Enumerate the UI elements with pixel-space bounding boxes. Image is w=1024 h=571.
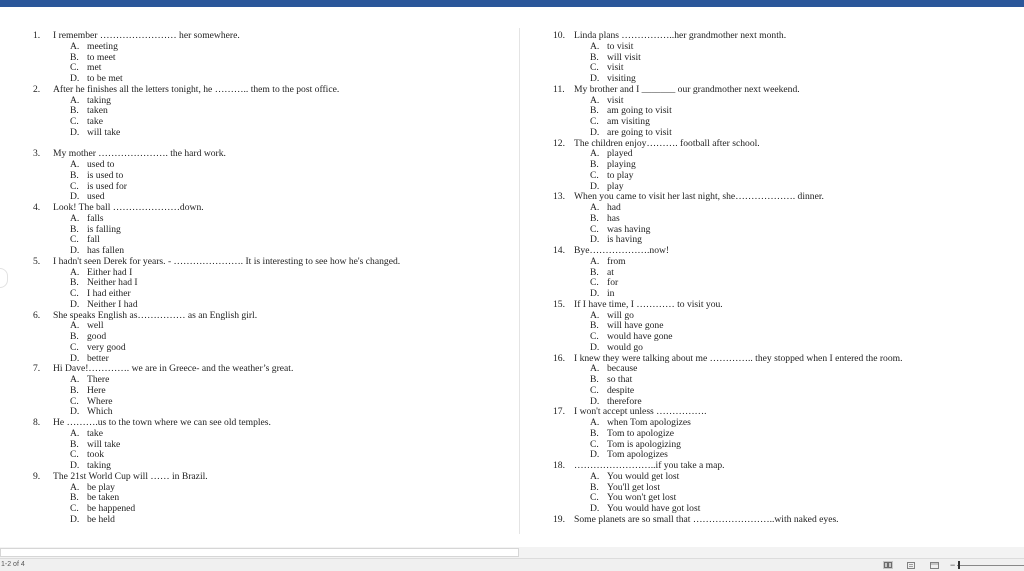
question-stem: ……………………..if you take a map. bbox=[574, 460, 725, 471]
option-letter: B. bbox=[70, 492, 79, 504]
answer-option bbox=[33, 106, 503, 117]
question bbox=[553, 354, 993, 408]
option-text: You won't get lost bbox=[607, 492, 677, 504]
answer-option bbox=[33, 53, 503, 64]
option-text: for bbox=[607, 277, 619, 289]
option-letter: B. bbox=[590, 374, 599, 385]
option-letter: C. bbox=[590, 331, 599, 342]
answer-option bbox=[33, 42, 503, 53]
option-text: visiting bbox=[607, 73, 636, 84]
option-letter: D. bbox=[70, 460, 80, 471]
option-text: Here bbox=[87, 384, 106, 396]
option-text: used to bbox=[87, 159, 115, 170]
option-text: You would get lost bbox=[607, 470, 680, 482]
option-letter: B. bbox=[70, 384, 79, 396]
question-stem: She speaks English as…………… as an English girl. bbox=[53, 309, 258, 321]
option-text: in bbox=[607, 288, 615, 299]
option-letter: A. bbox=[70, 427, 80, 439]
zoom-slider[interactable] bbox=[957, 565, 1024, 566]
question bbox=[553, 192, 993, 246]
option-letter: B. bbox=[590, 481, 599, 493]
option-text: visit bbox=[607, 94, 624, 106]
title-bar bbox=[0, 0, 1024, 7]
question-stem: He ……….us to the town where we can see old temples. bbox=[53, 417, 271, 428]
option-letter: A. bbox=[590, 202, 600, 213]
option-text: met bbox=[87, 62, 102, 74]
option-text: when Tom apologizes bbox=[607, 417, 691, 428]
question-stem: Look! The ball …………………down. bbox=[53, 202, 204, 213]
answer-option bbox=[553, 386, 993, 397]
option-letter: C. bbox=[70, 234, 79, 246]
question bbox=[33, 418, 503, 472]
question-line bbox=[33, 257, 503, 268]
option-text: play bbox=[607, 180, 624, 192]
option-text: better bbox=[87, 352, 109, 364]
option-text: took bbox=[87, 449, 105, 461]
question bbox=[553, 407, 993, 461]
option-letter: B. bbox=[70, 438, 79, 450]
question-number: 4. bbox=[33, 202, 41, 213]
option-text: take bbox=[87, 427, 103, 439]
read-mode-icon[interactable] bbox=[883, 561, 893, 569]
option-letter: C. bbox=[590, 438, 599, 450]
option-letter: D. bbox=[70, 298, 80, 310]
option-text: Neither had I bbox=[87, 277, 138, 289]
option-letter: C. bbox=[590, 492, 599, 504]
option-letter: A. bbox=[70, 94, 80, 106]
question-line bbox=[33, 418, 503, 429]
question-stem: Bye……………….now! bbox=[574, 245, 670, 256]
question-number: 19. bbox=[553, 513, 565, 525]
question bbox=[553, 85, 993, 139]
option-letter: C. bbox=[590, 223, 599, 235]
option-letter: C. bbox=[70, 503, 79, 514]
option-letter: C. bbox=[70, 62, 79, 74]
option-letter: C. bbox=[70, 180, 79, 192]
question-number: 5. bbox=[33, 255, 41, 267]
option-letter: B. bbox=[70, 331, 79, 342]
option-letter: A. bbox=[70, 266, 80, 278]
option-letter: D. bbox=[70, 513, 80, 525]
question bbox=[33, 203, 503, 257]
option-letter: C. bbox=[70, 341, 79, 353]
option-text: Tom to apologize bbox=[607, 427, 675, 439]
option-text: is used for bbox=[87, 180, 127, 192]
question bbox=[553, 461, 993, 515]
horizontal-scroll-thumb[interactable] bbox=[0, 548, 519, 557]
option-letter: D. bbox=[70, 73, 80, 84]
zoom-out-icon[interactable]: − bbox=[950, 560, 956, 570]
option-letter: B. bbox=[590, 320, 599, 332]
option-text: well bbox=[87, 320, 104, 332]
question-number: 16. bbox=[553, 352, 565, 364]
question-number: 1. bbox=[33, 30, 41, 41]
answer-option bbox=[553, 472, 993, 483]
option-letter: A. bbox=[70, 320, 80, 332]
option-letter: A. bbox=[70, 159, 80, 170]
option-text: has bbox=[607, 212, 620, 224]
option-letter: C. bbox=[590, 169, 599, 181]
question-number: 6. bbox=[33, 309, 41, 321]
option-text: am visiting bbox=[607, 116, 650, 127]
option-text: take bbox=[87, 116, 103, 127]
answer-option bbox=[33, 429, 503, 440]
option-text: had bbox=[607, 202, 621, 213]
option-text: be held bbox=[87, 513, 115, 525]
option-letter: D. bbox=[70, 126, 80, 138]
page-divider bbox=[519, 28, 520, 534]
option-letter: B. bbox=[590, 51, 599, 63]
question-number: 10. bbox=[553, 30, 565, 41]
option-text: be taken bbox=[87, 492, 120, 504]
answer-option bbox=[33, 225, 503, 236]
answer-option bbox=[553, 268, 993, 279]
option-letter: D. bbox=[590, 341, 600, 353]
option-text: would go bbox=[607, 341, 643, 353]
option-letter: C. bbox=[590, 277, 599, 289]
question-number: 14. bbox=[553, 245, 565, 256]
question bbox=[33, 257, 503, 311]
option-letter: A. bbox=[590, 417, 600, 428]
option-text: be happened bbox=[87, 503, 136, 514]
option-letter: D. bbox=[70, 245, 80, 256]
option-text: Either had I bbox=[87, 266, 133, 278]
question-line bbox=[553, 85, 993, 96]
option-text: is falling bbox=[87, 223, 121, 235]
option-text: meeting bbox=[87, 40, 118, 52]
question bbox=[33, 85, 503, 139]
question-line bbox=[33, 472, 503, 483]
option-letter: C. bbox=[70, 395, 79, 407]
option-letter: D. bbox=[590, 288, 600, 299]
option-text: taking bbox=[87, 460, 111, 471]
question-number: 11. bbox=[553, 83, 565, 95]
option-text: be play bbox=[87, 481, 115, 493]
option-letter: B. bbox=[590, 105, 599, 117]
option-text: played bbox=[607, 148, 633, 160]
answer-option bbox=[553, 171, 993, 182]
option-letter: B. bbox=[70, 105, 79, 117]
option-letter: B. bbox=[590, 159, 599, 170]
answer-option bbox=[553, 214, 993, 225]
option-text: will go bbox=[607, 309, 634, 321]
option-text: was having bbox=[607, 223, 651, 235]
option-text: to play bbox=[607, 169, 634, 181]
option-letter: C. bbox=[70, 116, 79, 127]
question-line bbox=[553, 300, 993, 311]
option-text: to be met bbox=[87, 73, 123, 84]
option-text: I had either bbox=[87, 288, 131, 299]
option-text: taken bbox=[87, 105, 108, 117]
option-text: will take bbox=[87, 438, 121, 450]
option-text: will visit bbox=[607, 51, 641, 63]
question-stem: If I have time, I ………… to visit you. bbox=[574, 298, 723, 310]
option-text: will take bbox=[87, 126, 121, 138]
option-letter: B. bbox=[590, 212, 599, 224]
question-number: 13. bbox=[553, 191, 565, 203]
question-stem: I knew they were talking about me ………….. they stopped when I entered the room. bbox=[574, 352, 903, 364]
question bbox=[553, 515, 993, 526]
option-text: good bbox=[87, 331, 107, 342]
option-text: used bbox=[87, 191, 105, 203]
question-stem: I won't accept unless ……………. bbox=[574, 406, 707, 418]
question bbox=[553, 300, 993, 354]
page-1-questions bbox=[33, 31, 503, 526]
answer-option bbox=[553, 257, 993, 268]
question-stem: After he finishes all the letters tonight, he ……….. them to the post office. bbox=[53, 83, 340, 95]
page-2-questions bbox=[553, 31, 993, 526]
option-text: at bbox=[607, 266, 614, 278]
question-number: 3. bbox=[33, 148, 41, 160]
option-text: to visit bbox=[607, 40, 634, 52]
option-text: so that bbox=[607, 374, 633, 385]
option-letter: A. bbox=[590, 255, 600, 267]
option-letter: D. bbox=[590, 126, 600, 138]
option-text: therefore bbox=[607, 395, 642, 407]
option-text: taking bbox=[87, 94, 111, 106]
option-letter: C. bbox=[590, 116, 599, 127]
option-text: falls bbox=[87, 212, 104, 224]
option-text: You would have got lost bbox=[607, 503, 701, 514]
option-letter: B. bbox=[70, 223, 79, 235]
question bbox=[553, 139, 993, 193]
question bbox=[553, 246, 993, 300]
page-count[interactable]: 1-2 of 4 bbox=[1, 561, 25, 568]
answer-option bbox=[553, 278, 993, 289]
web-layout-icon[interactable] bbox=[929, 561, 939, 569]
option-letter: D. bbox=[590, 73, 600, 84]
option-text: You'll get lost bbox=[607, 481, 660, 493]
question-line bbox=[553, 515, 993, 526]
option-text: very good bbox=[87, 341, 126, 353]
answer-option bbox=[33, 300, 503, 311]
option-letter: A. bbox=[590, 363, 600, 375]
option-text: There bbox=[87, 374, 110, 385]
option-letter: A. bbox=[590, 94, 600, 106]
option-letter: D. bbox=[590, 395, 600, 407]
answer-option bbox=[33, 171, 503, 182]
option-text: to meet bbox=[87, 51, 116, 63]
question bbox=[33, 149, 503, 203]
question-stem: I hadn't seen Derek for years. - …………………. It is interesting to see how he's changed. bbox=[53, 255, 401, 267]
option-letter: B. bbox=[70, 277, 79, 289]
question bbox=[33, 364, 503, 418]
option-letter: B. bbox=[70, 169, 79, 181]
answer-option bbox=[33, 128, 503, 139]
option-text: would have gone bbox=[607, 331, 673, 342]
option-text: has fallen bbox=[87, 245, 125, 256]
option-letter: B. bbox=[590, 427, 599, 439]
option-letter: D. bbox=[70, 352, 80, 364]
option-letter: A. bbox=[70, 212, 80, 224]
option-text: Where bbox=[87, 395, 113, 407]
option-letter: C. bbox=[590, 62, 599, 74]
zoom-slider-thumb[interactable] bbox=[958, 561, 960, 569]
option-letter: A. bbox=[590, 309, 600, 321]
option-letter: D. bbox=[70, 191, 80, 203]
option-letter: C. bbox=[70, 288, 79, 299]
question bbox=[33, 311, 503, 365]
status-bar bbox=[0, 558, 1024, 571]
option-text: fall bbox=[87, 234, 100, 246]
option-letter: A. bbox=[70, 374, 80, 385]
question-stem: Linda plans ……………..her grandmother next month. bbox=[574, 30, 787, 41]
question-number: 18. bbox=[553, 460, 565, 471]
option-letter: D. bbox=[70, 406, 80, 418]
answer-option bbox=[33, 343, 503, 354]
option-text: Tom apologizes bbox=[607, 449, 668, 461]
question-stem: The 21st World Cup will …… in Brazil. bbox=[53, 470, 208, 482]
option-text: am going to visit bbox=[607, 105, 672, 117]
option-text: from bbox=[607, 255, 626, 267]
option-letter: B. bbox=[70, 51, 79, 63]
option-letter: D. bbox=[590, 449, 600, 461]
answer-option bbox=[553, 429, 993, 440]
option-letter: A. bbox=[590, 470, 600, 482]
option-letter: D. bbox=[590, 180, 600, 192]
option-letter: B. bbox=[590, 266, 599, 278]
question-number: 15. bbox=[553, 298, 565, 310]
question-number: 8. bbox=[33, 417, 41, 428]
option-text: will have gone bbox=[607, 320, 664, 332]
question-stem: The children enjoy………. football after school. bbox=[574, 137, 760, 149]
question-stem: My mother …………………. the hard work. bbox=[53, 148, 226, 160]
option-text: playing bbox=[607, 159, 636, 170]
option-letter: C. bbox=[590, 384, 599, 396]
question-number: 7. bbox=[33, 363, 41, 375]
answer-option bbox=[553, 128, 993, 139]
option-letter: D. bbox=[590, 503, 600, 514]
question-stem: Hi Dave!…………. we are in Greece- and the weather’s great. bbox=[53, 363, 294, 375]
answer-option bbox=[33, 515, 503, 526]
option-text: Tom is apologizing bbox=[607, 438, 681, 450]
option-text: despite bbox=[607, 384, 635, 396]
option-letter: D. bbox=[590, 234, 600, 246]
option-text: Which bbox=[87, 406, 113, 418]
question-line bbox=[33, 85, 503, 96]
option-text: is used to bbox=[87, 169, 124, 181]
question-stem: Some planets are so small that ……………………..with naked eyes. bbox=[574, 513, 839, 525]
answer-option bbox=[553, 343, 993, 354]
question-stem: My brother and I _______ our grandmother next weekend. bbox=[574, 83, 800, 95]
option-letter: A. bbox=[70, 481, 80, 493]
option-text: is having bbox=[607, 234, 642, 246]
option-letter: C. bbox=[70, 449, 79, 461]
question bbox=[33, 31, 503, 85]
question bbox=[553, 31, 993, 85]
option-text: Neither I had bbox=[87, 298, 138, 310]
option-text: are going to visit bbox=[607, 126, 672, 138]
option-text: visit bbox=[607, 62, 624, 74]
print-layout-icon[interactable] bbox=[906, 561, 916, 569]
question-stem: When you came to visit her last night, she………………. dinner. bbox=[574, 191, 824, 203]
option-text: because bbox=[607, 363, 638, 375]
question bbox=[33, 472, 503, 526]
option-letter: A. bbox=[590, 40, 600, 52]
question-number: 2. bbox=[33, 83, 41, 95]
question-number: 9. bbox=[33, 470, 41, 482]
question-number: 12. bbox=[553, 137, 565, 149]
option-letter: A. bbox=[590, 148, 600, 160]
answer-option bbox=[33, 214, 503, 225]
question-number: 17. bbox=[553, 406, 565, 418]
option-letter: A. bbox=[70, 40, 80, 52]
answer-option bbox=[553, 42, 993, 53]
answer-option bbox=[33, 386, 503, 397]
question-stem: I remember …………………… her somewhere. bbox=[53, 30, 240, 41]
